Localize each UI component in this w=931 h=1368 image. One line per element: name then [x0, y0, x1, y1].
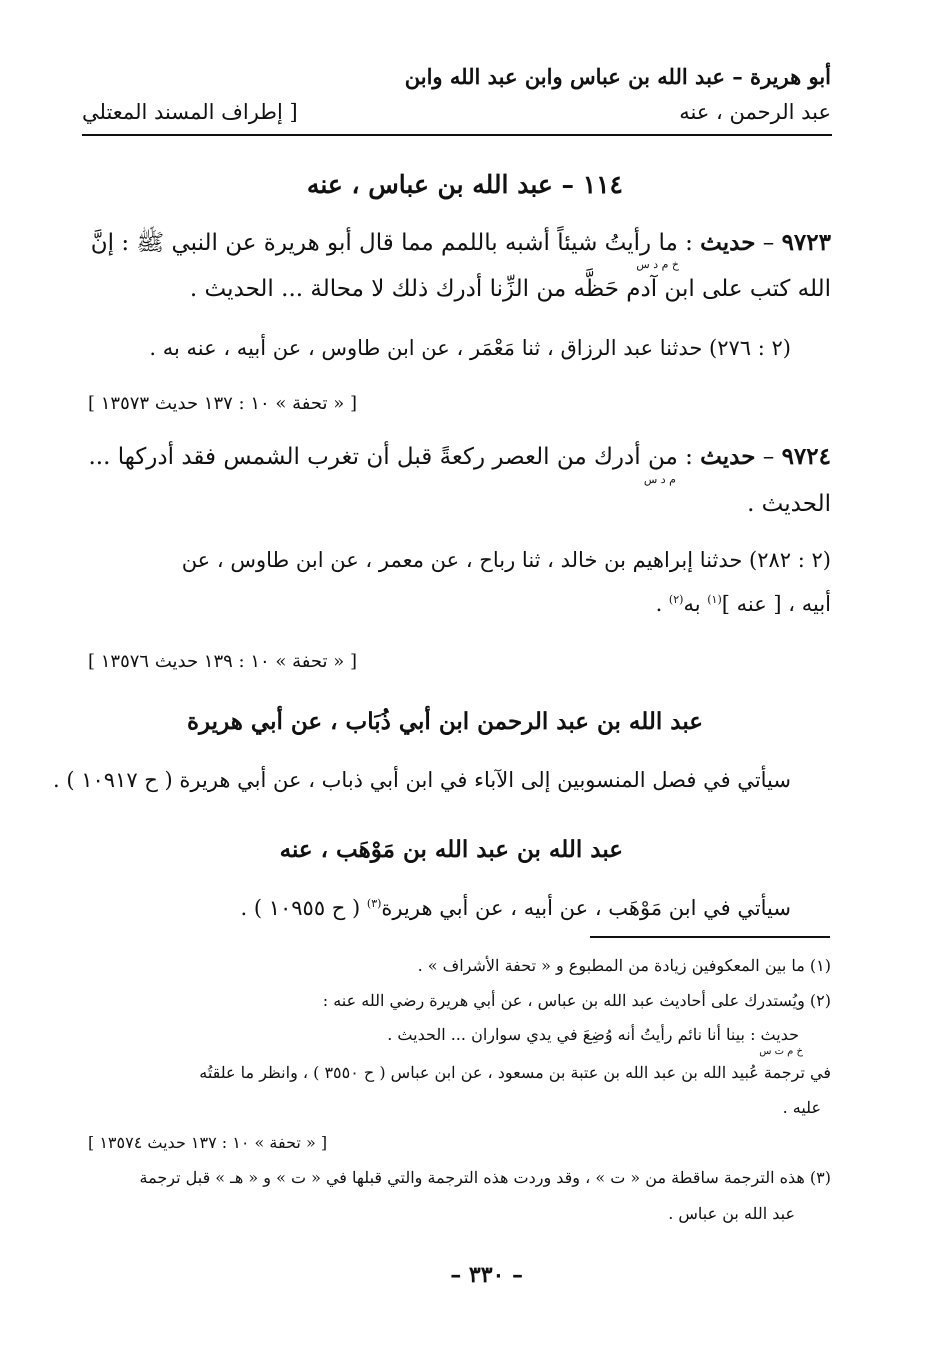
isnad2-part-c: .	[655, 592, 669, 616]
section2-heading: عبد الله بن عبد الرحمن ابن أبي ذُبَاب ، عن أبي هريرة	[186, 708, 703, 735]
header-line2-right: عبد الرحمن ، عنه	[679, 100, 831, 124]
hadith2-number: ٩٧٢٤	[781, 443, 831, 470]
hadith2-isnad-line2	[656, 592, 831, 616]
footnote-2-sigla: خ م ت س	[759, 1046, 803, 1057]
hadith2-line1	[88, 443, 831, 470]
hadith1-number: ٩٧٢٣	[781, 229, 831, 256]
hadith1-sigla: خ م د س	[636, 258, 679, 271]
footnote-3-line1: (٣) هذه الترجمة ساقطة من « ت » ، وقد وردت هذه الترجمة والتي قبلها في « ت » و « هـ » قبل ترجمة	[139, 1168, 831, 1187]
section3-heading: عبد الله بن عبد الله بن مَوْهَب ، عنه	[279, 836, 623, 863]
hadith2-text-line2: الحديث .	[747, 491, 831, 517]
hadith1-tuhfa: [ « تحفة » ١٠ : ١٣٧ حديث ١٣٥٧٣ ]	[88, 393, 357, 414]
section2-text: سيأتي في فصل المنسوبين إلى الآباء في ابن أبي ذباب ، عن أبي هريرة ( ح ١٠٩١٧ ) .	[52, 768, 791, 792]
hadith2-isnad-line1: (٢ : ٢٨٢) حدثنا إبراهيم بن خالد ، ثنا رباح ، عن معمر ، عن ابن طاوس ، عن	[181, 548, 831, 572]
page-number: – ٣٣٠ –	[450, 1262, 523, 1288]
hadith1-text-line2: الله كتب على ابن آدم حَظَّه من الزِّنا أدرك ذلك لا محالة ... الحديث .	[189, 276, 831, 302]
isnad2-part-a: أبيه ، [ عنه ]	[721, 592, 831, 616]
footnote-2-line4: عليه .	[782, 1098, 821, 1117]
hadith2-text-line1: : من أدرك من العصر ركعةً قبل أن تغرب الشمس فقد أدركها ...	[88, 444, 693, 470]
isnad2-part-b: به	[683, 592, 708, 616]
footnote-2-hadith: حديث : بينا أنا نائم رأيتُ أنه وُضِعَ في يدي سواران ... الحديث .	[387, 1025, 799, 1044]
footnote-1: (١) ما بين المعكوفين زيادة من المطبوع و « تحفة الأشراف » .	[417, 956, 831, 975]
footnote-rule	[590, 936, 830, 938]
footnote-2-tuhfa: [ « تحفة » ١٠ : ١٣٧ حديث ١٣٥٧٤ ]	[88, 1133, 328, 1152]
footnote-2-line1: (٢) ويُستدرك على أحاديث عبد الله بن عباس ، عن أبي هريرة رضي الله عنه :	[322, 991, 831, 1010]
footnote-2-line3: في ترجمة عُبيد الله بن عبد الله بن عتبة بن مسعود ، عن ابن عباس ( ح ٣٥٥٠ ) ، وانظر ما علقتُه	[199, 1063, 831, 1082]
hadith2-label: حديث	[700, 443, 756, 470]
hadith2-sigla: م د س	[643, 473, 676, 486]
hadith1-label: حديث	[700, 229, 756, 256]
section3-text	[241, 896, 792, 920]
footnote-ref-1: (١)	[707, 593, 722, 606]
hadith2-tuhfa: [ « تحفة » ١٠ : ١٣٩ حديث ١٣٥٧٦ ]	[88, 651, 357, 672]
footnote-3-line2: عبد الله بن عباس .	[668, 1204, 795, 1223]
section3-text-b: ( ح ١٠٩٥٥ ) .	[240, 896, 367, 920]
section1-heading: ١١٤ – عبد الله بن عباس ، عنه	[306, 170, 623, 199]
hadith1-line1	[91, 228, 831, 262]
hadith2-dash: –	[762, 444, 775, 470]
footnote-ref-3: (٣)	[366, 897, 382, 910]
hadith1-text-line1: : ما رأيتُ شيئاً أشبه باللمم مما قال أبو هريرة عن النبي ﷺ : إنَّ	[90, 230, 693, 256]
hadith1-dash: –	[762, 230, 775, 256]
footnote-ref-2: (٢)	[668, 593, 684, 606]
header-rule	[82, 134, 832, 136]
header-book-title: [ إطراف المسند المعتلي	[82, 100, 298, 124]
hadith1-isnad: (٢ : ٢٧٦) حدثنا عبد الرزاق ، ثنا مَعْمَر ، عن ابن طاوس ، عن أبيه ، عنه به .	[149, 336, 791, 360]
section3-text-a: سيأتي في ابن مَوْهَب ، عن أبيه ، عن أبي هريرة	[381, 896, 791, 920]
header-line1: أبو هريرة – عبد الله بن عباس وابن عبد الله وابن	[404, 64, 831, 89]
